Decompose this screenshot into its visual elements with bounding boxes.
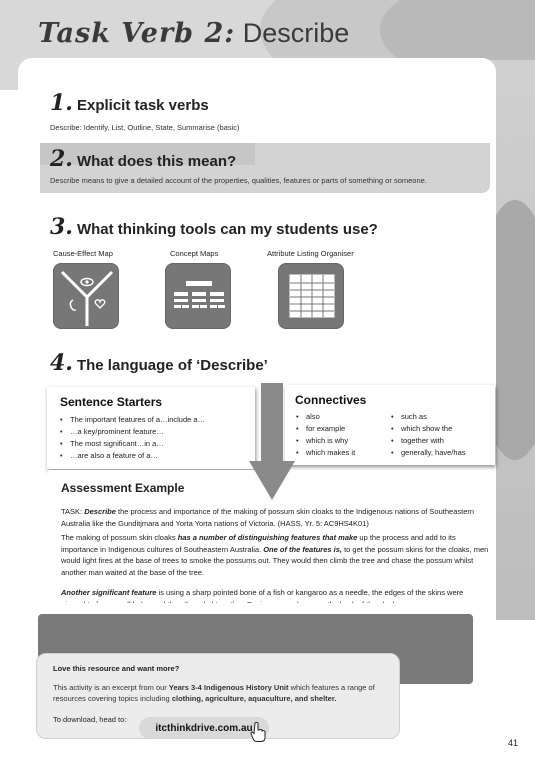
- section-2-heading: [50, 146, 236, 172]
- assessment-task: [61, 506, 489, 529]
- assessment-paragraph: [61, 532, 489, 578]
- concept-map-icon: [165, 263, 231, 329]
- cause-effect-map-icon: [53, 263, 119, 329]
- title-word: Describe: [242, 18, 350, 48]
- list-item: • also: [296, 411, 355, 423]
- text-span: to get the possum skins for the cloaks, men would light fires at the base of trees to smoke the possums out. They would then climb the tree and chase the possum whilst another man waited at the base of the tree.: [61, 544, 489, 577]
- title-script: Task Verb 2: [38, 18, 225, 49]
- section-1-heading: [50, 90, 209, 116]
- tool-label: Cause-Effect Map: [53, 249, 113, 258]
- connectives-list-1: [296, 411, 355, 459]
- section-number: 3.: [50, 214, 73, 240]
- section-title: The language of ‘Describe’: [76, 357, 268, 374]
- title-colon: :: [224, 18, 236, 49]
- text-span: which features a range of resources covering topics including: [53, 683, 375, 703]
- connectives-list-2: [391, 411, 466, 459]
- promo-title: Love this resource and want more?: [53, 664, 180, 673]
- section-title: What does this mean?: [76, 153, 237, 170]
- list-item: • …a key/prominent feature…: [60, 426, 205, 438]
- list-item: • which is why: [296, 435, 355, 447]
- emphasis-span: Another significant feature: [61, 588, 157, 597]
- explicit-verbs-text: Describe: Identify, List, Outline, State, Summarise (basic): [50, 123, 240, 132]
- section-number: 2.: [50, 146, 73, 172]
- sentence-starters-list: [60, 414, 205, 462]
- connectives-panel: [285, 385, 495, 465]
- list-item: • The most significant…in a…: [60, 438, 205, 450]
- attribute-listing-icon: [278, 263, 344, 329]
- task-label: TASK:: [61, 507, 83, 516]
- section-title: Explicit task verbs: [76, 97, 209, 114]
- list-item: • which show the: [391, 423, 466, 435]
- section-number: 1.: [50, 90, 73, 116]
- task-text: the process and importance of the making of possum skin cloaks to the Indigenous nations of Southeastern Australia like the Gunditjmara and Yorta Yorta nations of Victoria. (HASS, Yr. 5: AC9HS4K01): [61, 507, 475, 528]
- list-item: • for example: [296, 423, 355, 435]
- hand-cursor-icon: [250, 722, 266, 742]
- down-arrow-icon: [249, 383, 295, 501]
- download-label: To download, head to:: [53, 715, 127, 724]
- text-span: is using a sharp pointed bone of a fish or kangaroo as a needle, the edges of the skins were: [158, 588, 464, 597]
- promo-text: [53, 682, 393, 704]
- tool-label: Concept Maps: [170, 249, 219, 258]
- section-number: 4.: [50, 350, 73, 376]
- list-item: • The important features of a…include a…: [60, 414, 205, 426]
- list-item: • such as: [391, 411, 466, 423]
- list-item: • together with: [391, 435, 466, 447]
- section-3-heading: [50, 214, 378, 240]
- connectives-heading: Connectives: [295, 393, 367, 407]
- sentence-starters-panel: [47, 387, 255, 469]
- list-item: • …are also a feature of a…: [60, 450, 205, 462]
- page-title: [38, 18, 349, 49]
- meaning-text: Describe means to give a detailed account of the properties, qualities, features or parts of something or someone.: [50, 176, 427, 185]
- text-span: up the process and add to its importance in Indigenous cultures of Southeastern Australia.: [61, 533, 456, 554]
- sentence-starters-heading: Sentence Starters: [60, 395, 163, 409]
- unit-link-text: Years 3-4 Indigenous History Unit: [168, 683, 289, 692]
- website-link-button[interactable]: itcthinkdrive.com.au: [139, 717, 269, 739]
- task-verb: Describe: [84, 507, 116, 516]
- section-title: What thinking tools can my students use?: [76, 221, 378, 238]
- list-item: • generally, have/has: [391, 447, 466, 459]
- emphasis-span: has a number of distinguishing features that make: [177, 533, 358, 542]
- page-number: 41: [508, 738, 519, 748]
- text-span: The making of possum skin cloaks: [61, 533, 178, 542]
- text-span: This activity is an excerpt from our: [53, 683, 169, 692]
- list-item: • which makes it: [296, 447, 355, 459]
- topics-text: clothing, agriculture, aquaculture, and shelter.: [171, 694, 337, 703]
- tool-label: Attribute Listing Organiser: [267, 249, 354, 258]
- emphasis-span: One of the features is,: [263, 544, 342, 554]
- assessment-heading: Assessment Example: [61, 481, 185, 495]
- section-4-heading: [50, 350, 268, 376]
